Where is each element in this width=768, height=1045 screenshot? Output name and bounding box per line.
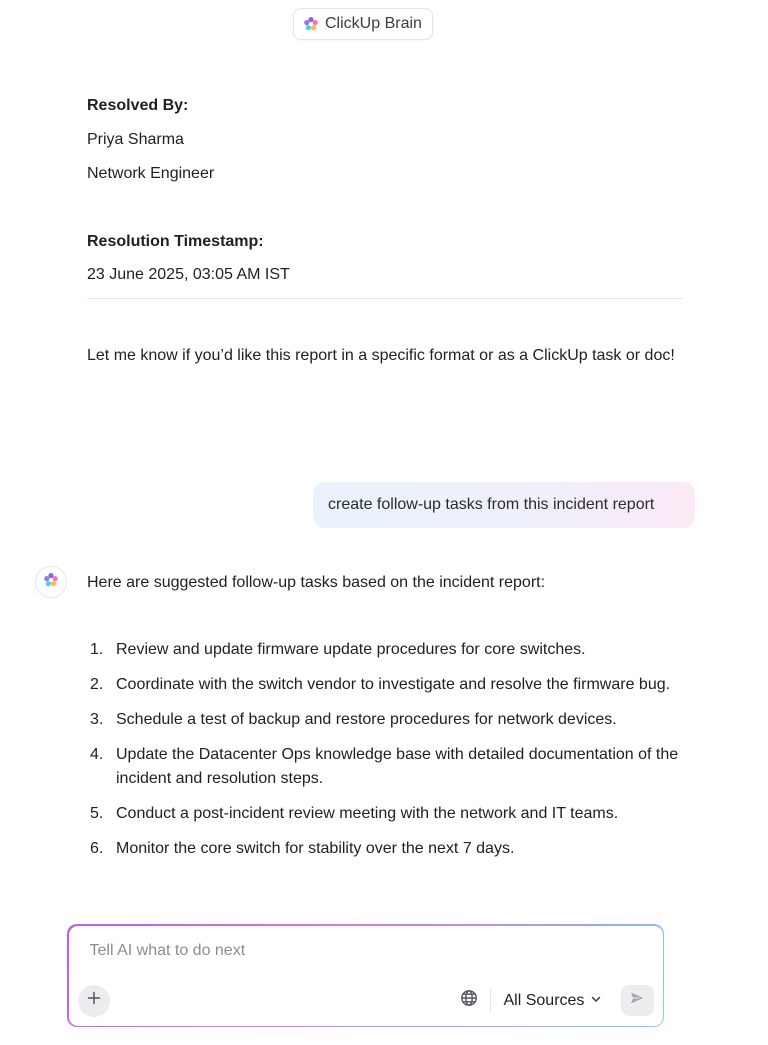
sources-dropdown[interactable]: [504, 988, 603, 1014]
list-item-text: Conduct a post-incident review meeting with the network and IT teams.: [116, 805, 619, 822]
composer-body: [69, 926, 663, 1026]
add-button[interactable]: [78, 985, 110, 1017]
brand-label: ClickUp Brain: [325, 15, 422, 32]
list-item-number: 2.: [90, 676, 104, 693]
list-item: [87, 638, 687, 662]
list-item: [87, 673, 687, 697]
list-item: [87, 708, 687, 732]
resolver-role: Network Engineer: [87, 165, 215, 182]
assistant-avatar: [35, 566, 67, 598]
follow-up-task-list: [87, 638, 687, 872]
list-item-text: Coordinate with the switch vendor to investigate and resolve the firmware bug.: [116, 676, 671, 693]
divider: [87, 298, 683, 299]
prompt-input[interactable]: [90, 942, 630, 960]
clickup-brain-icon: [43, 572, 59, 593]
toolbar-divider: [490, 989, 491, 1013]
list-item-number: 6.: [90, 840, 104, 857]
chevron-down-icon: [590, 992, 602, 1010]
resolved-by-heading: Resolved By:: [87, 97, 189, 114]
sources-label: All Sources: [503, 991, 585, 1009]
list-item: [87, 837, 687, 861]
list-item: [87, 743, 687, 791]
assistant-intro: Here are suggested follow-up tasks based on the incident report:: [87, 574, 546, 591]
clickup-brain-icon: [303, 16, 319, 32]
list-item: [87, 802, 687, 826]
clickup-brain-header[interactable]: [293, 8, 433, 40]
list-item-number: 3.: [90, 711, 104, 728]
user-message-text: create follow-up tasks from this incident report: [328, 496, 655, 513]
send-icon: [629, 990, 645, 1011]
ai-composer: [67, 924, 664, 1027]
list-item-text: Update the Datacenter Ops knowledge base with detailed documentation of the incident and resolution steps.: [116, 746, 679, 787]
plus-icon: [87, 991, 101, 1010]
timestamp-value: 23 June 2025, 03:05 AM IST: [87, 266, 290, 283]
resolver-name: Priya Sharma: [87, 131, 184, 148]
timestamp-heading: Resolution Timestamp:: [87, 233, 264, 250]
web-search-button[interactable]: [458, 990, 480, 1012]
send-button[interactable]: [621, 985, 654, 1016]
list-item-text: Monitor the core switch for stability over the next 7 days.: [116, 840, 515, 857]
list-item-text: Schedule a test of backup and restore procedures for network devices.: [116, 711, 617, 728]
list-item-text: Review and update firmware update procedures for core switches.: [116, 641, 586, 658]
user-message-bubble: [313, 482, 695, 528]
globe-icon: [460, 989, 478, 1012]
list-item-number: 4.: [90, 746, 104, 763]
list-item-number: 1.: [90, 641, 104, 658]
closing-note: Let me know if you’d like this report in a specific format or as a ClickUp task or doc!: [87, 347, 675, 364]
list-item-number: 5.: [90, 805, 104, 822]
